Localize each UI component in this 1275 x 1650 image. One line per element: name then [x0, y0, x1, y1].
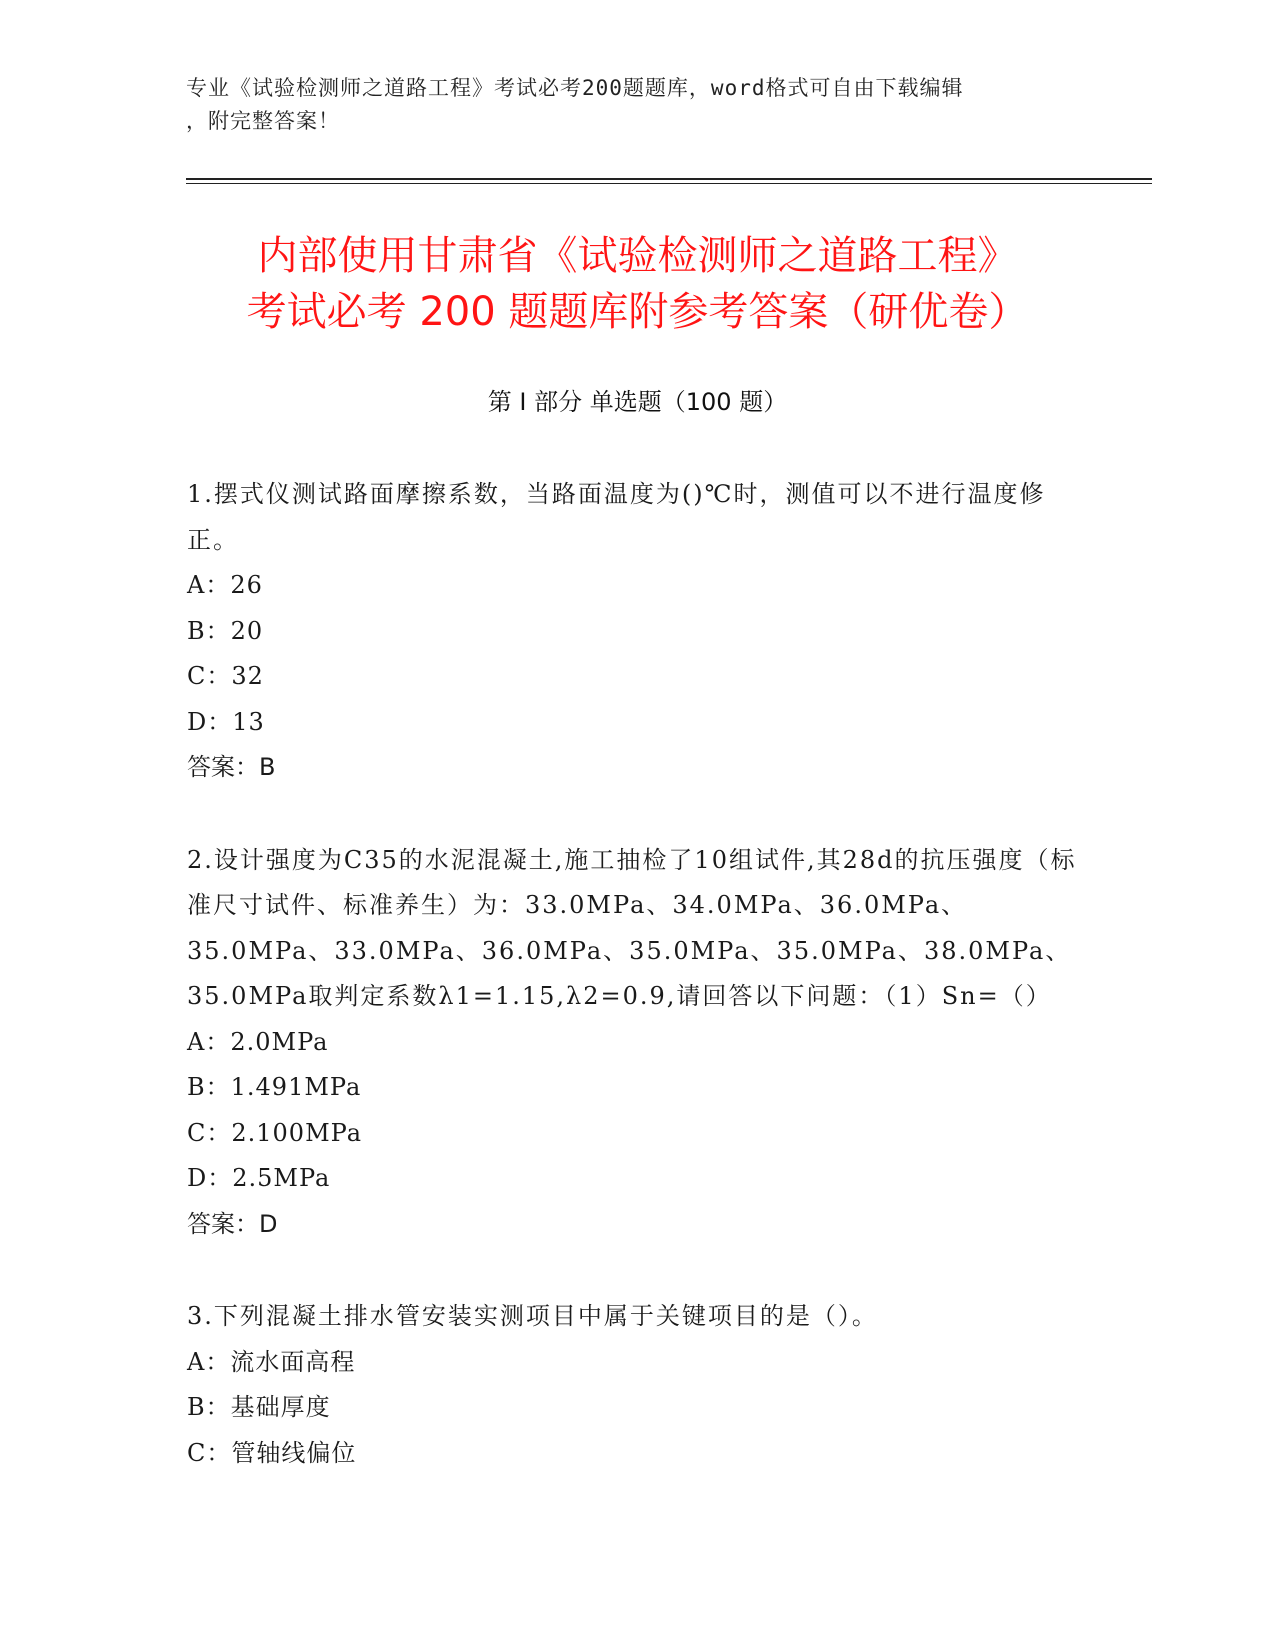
header-divider-thick	[186, 178, 1152, 180]
option-a: A：2.0MPa	[187, 1027, 329, 1056]
header-line-2: ，附完整答案！	[186, 109, 340, 133]
answer: 答案：D	[187, 1209, 278, 1238]
section-heading: 第 I 部分 单选题（100 题）	[487, 388, 788, 416]
header-line-1: 专业《试验检测师之道路工程》考试必考200题题库，word格式可自由下载编辑	[186, 76, 964, 100]
option-b: B：基础厚度	[187, 1393, 331, 1421]
document-header	[186, 72, 1066, 138]
title-line-2: 考试必考 200 题题库附参考答案（研优卷）	[246, 289, 1029, 335]
question-text: 2.设计强度为C35的水泥混凝土,施工抽检了10组试件,其28d的抗压强度（标准尺寸试件、标准养生）为：33.0MPa、34.0MPa、36.0MPa、35.0MPa、33.0MPa、36.0MPa、35.0MPa、35.0MPa、38.0MPa、35.0MPa取判定系数λ1=1.15,λ2=0.9,请回答以下问题：（1）Sn=（）	[187, 845, 1077, 1010]
header-divider-thin	[186, 183, 1152, 184]
option-d: D：13	[187, 707, 265, 736]
title-line-1: 内部使用甘肃省《试验检测师之道路工程》	[257, 233, 1018, 279]
question-text: 3.下列混凝土排水管安装实测项目中属于关键项目的是（）。	[187, 1302, 878, 1330]
option-b: B：1.491MPa	[187, 1073, 362, 1101]
option-d: D：2.5MPa	[187, 1164, 331, 1192]
option-b: B：20	[187, 616, 264, 645]
option-a: A：26	[187, 571, 263, 599]
option-c: C：32	[187, 662, 264, 690]
question-3	[187, 1294, 1087, 1476]
answer: 答案：B	[187, 753, 276, 781]
option-a: A：流水面高程	[187, 1347, 356, 1376]
document-title	[150, 228, 1125, 340]
question-2	[187, 838, 1087, 1248]
option-c: C：管轴线偏位	[187, 1438, 357, 1467]
question-list	[187, 472, 1087, 1523]
option-c: C：2.100MPa	[187, 1118, 363, 1147]
question-1	[187, 472, 1087, 791]
question-text: 1.摆式仪测试路面摩擦系数，当路面温度为()℃时，测值可以不进行温度修正。	[187, 480, 1046, 554]
